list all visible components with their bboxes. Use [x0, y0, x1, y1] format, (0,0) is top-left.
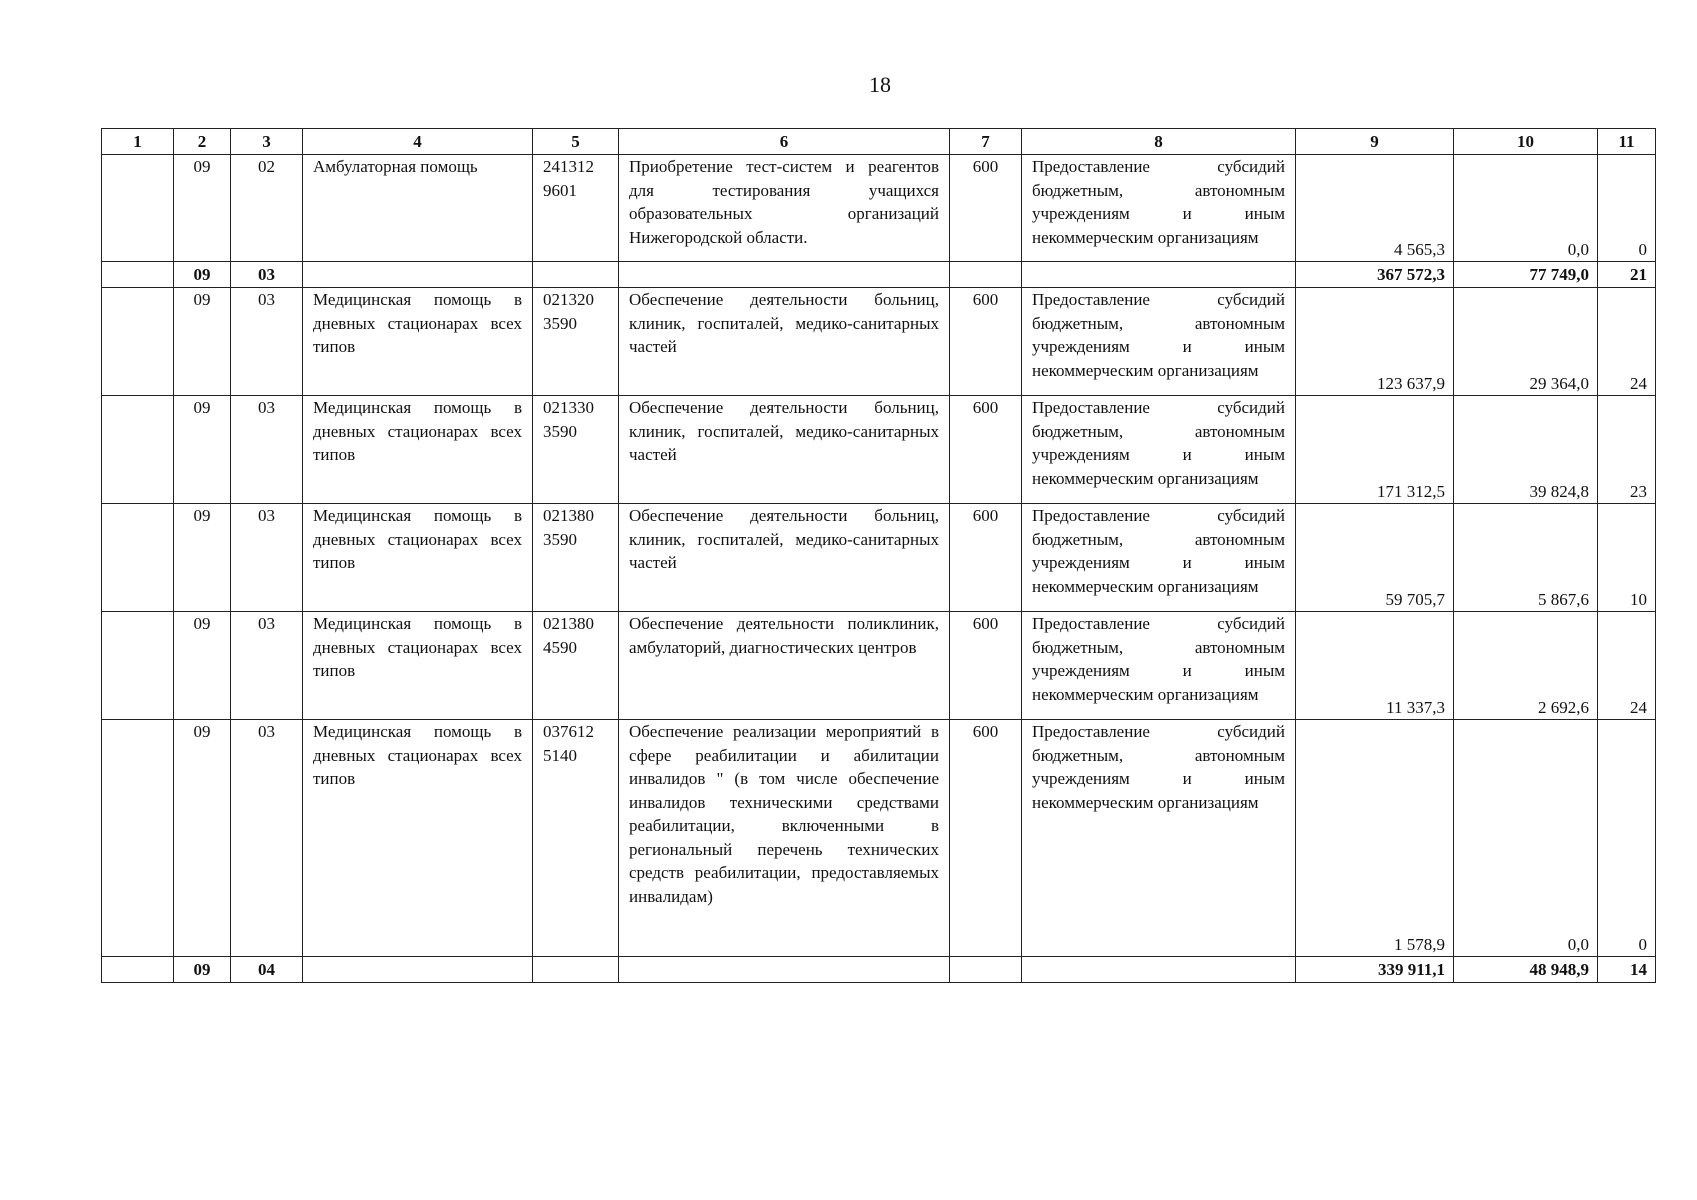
- percent-executed-cell: 23: [1598, 396, 1656, 504]
- subsection-code-cell: 03: [231, 504, 303, 612]
- table-row: [102, 396, 1656, 504]
- percent-executed-cell: 21: [1598, 262, 1656, 288]
- code-line: 4590: [543, 637, 577, 657]
- target-article-code-cell: [533, 288, 619, 396]
- code-line: 5140: [543, 745, 577, 765]
- section-code-cell: 09: [174, 262, 231, 288]
- code-line: 021380: [543, 506, 594, 525]
- subtotal-row: [102, 957, 1656, 983]
- section-name-cell: [303, 262, 533, 288]
- expense-type-code-cell: [950, 262, 1022, 288]
- target-article-code-cell: [533, 504, 619, 612]
- column-header: 11: [1598, 129, 1656, 155]
- column-header: 5: [533, 129, 619, 155]
- subsection-code-cell: 04: [231, 957, 303, 983]
- amount-plan-cell: 59 705,7: [1296, 504, 1454, 612]
- amount-plan-cell: 367 572,3: [1296, 262, 1454, 288]
- target-article-code-cell: [533, 396, 619, 504]
- amount-executed-cell: 77 749,0: [1454, 262, 1598, 288]
- section-code-cell: 09: [174, 396, 231, 504]
- purpose-description-cell: Обеспечение деятельности больниц, клиник, госпиталей, медико-санитарных частей: [619, 396, 950, 504]
- col-1-cell: [102, 957, 174, 983]
- percent-executed-cell: 0: [1598, 720, 1656, 957]
- amount-plan-cell: 171 312,5: [1296, 396, 1454, 504]
- expense-type-name-cell: Предоставление субсидий бюджетным, автономным учреждениям и иным некоммерческим организациям: [1022, 396, 1296, 504]
- expense-type-name-cell: Предоставление субсидий бюджетным, автономным учреждениям и иным некоммерческим организациям: [1022, 504, 1296, 612]
- amount-executed-cell: 5 867,6: [1454, 504, 1598, 612]
- column-header: 6: [619, 129, 950, 155]
- purpose-description-cell: [619, 957, 950, 983]
- section-name-cell: [303, 957, 533, 983]
- column-header: 2: [174, 129, 231, 155]
- column-header: 4: [303, 129, 533, 155]
- purpose-description-cell: [619, 262, 950, 288]
- col-1-cell: [102, 396, 174, 504]
- amount-plan-cell: 11 337,3: [1296, 612, 1454, 720]
- amount-executed-cell: 48 948,9: [1454, 957, 1598, 983]
- table-row: [102, 720, 1656, 957]
- expense-type-name-cell: [1022, 957, 1296, 983]
- section-name-cell: Медицинская помощь в дневных стационарах всех типов: [303, 612, 533, 720]
- table-row: [102, 612, 1656, 720]
- section-name-cell: Медицинская помощь в дневных стационарах всех типов: [303, 504, 533, 612]
- amount-plan-cell: 123 637,9: [1296, 288, 1454, 396]
- column-header: 7: [950, 129, 1022, 155]
- code-line: 3590: [543, 421, 577, 441]
- subsection-code-cell: 02: [231, 155, 303, 262]
- percent-executed-cell: 24: [1598, 288, 1656, 396]
- expense-type-name-cell: Предоставление субсидий бюджетным, автономным учреждениям и иным некоммерческим организациям: [1022, 155, 1296, 262]
- section-code-cell: 09: [174, 155, 231, 262]
- expense-type-code-cell: [950, 957, 1022, 983]
- section-code-cell: 09: [174, 504, 231, 612]
- budget-table: [101, 128, 1656, 983]
- header-row: [102, 129, 1656, 155]
- code-line: 021380: [543, 614, 594, 633]
- col-1-cell: [102, 262, 174, 288]
- expense-type-code-cell: 600: [950, 155, 1022, 262]
- amount-plan-cell: 339 911,1: [1296, 957, 1454, 983]
- expense-type-code-cell: 600: [950, 504, 1022, 612]
- section-code-cell: 09: [174, 288, 231, 396]
- target-article-code-cell: [533, 262, 619, 288]
- expense-type-name-cell: Предоставление субсидий бюджетным, автономным учреждениям и иным некоммерческим организациям: [1022, 288, 1296, 396]
- percent-executed-cell: 24: [1598, 612, 1656, 720]
- subsection-code-cell: 03: [231, 396, 303, 504]
- code-line: 037612: [543, 722, 594, 741]
- table-row: [102, 504, 1656, 612]
- code-line: 241312: [543, 157, 594, 176]
- code-line: 3590: [543, 529, 577, 549]
- section-name-cell: Медицинская помощь в дневных стационарах всех типов: [303, 396, 533, 504]
- amount-executed-cell: 0,0: [1454, 720, 1598, 957]
- percent-executed-cell: 14: [1598, 957, 1656, 983]
- subsection-code-cell: 03: [231, 288, 303, 396]
- section-code-cell: 09: [174, 612, 231, 720]
- subtotal-row: [102, 262, 1656, 288]
- purpose-description-cell: Обеспечение деятельности больниц, клиник, госпиталей, медико-санитарных частей: [619, 504, 950, 612]
- target-article-code-cell: [533, 612, 619, 720]
- target-article-code-cell: [533, 155, 619, 262]
- section-name-cell: Медицинская помощь в дневных стационарах всех типов: [303, 720, 533, 957]
- col-1-cell: [102, 612, 174, 720]
- subsection-code-cell: 03: [231, 720, 303, 957]
- percent-executed-cell: 10: [1598, 504, 1656, 612]
- column-header: 8: [1022, 129, 1296, 155]
- amount-executed-cell: 2 692,6: [1454, 612, 1598, 720]
- col-1-cell: [102, 288, 174, 396]
- expense-type-name-cell: Предоставление субсидий бюджетным, автономным учреждениям и иным некоммерческим организациям: [1022, 720, 1296, 957]
- expense-type-name-cell: [1022, 262, 1296, 288]
- purpose-description-cell: Обеспечение деятельности поликлиник, амбулаторий, диагностических центров: [619, 612, 950, 720]
- purpose-description-cell: Обеспечение реализации мероприятий в сфере реабилитации и абилитации инвалидов " (в том числе обеспечение инвалидов техническими средствами реабилитации, включенными в региональный перечень технических средств реабилитации, предоставляемых инвалидам): [619, 720, 950, 957]
- subsection-code-cell: 03: [231, 612, 303, 720]
- code-line: 021330: [543, 398, 594, 417]
- purpose-description-cell: Приобретение тест-систем и реагентов для тестирования учащихся образовательных организаций Нижегородской области.: [619, 155, 950, 262]
- amount-executed-cell: 0,0: [1454, 155, 1598, 262]
- subsection-code-cell: 03: [231, 262, 303, 288]
- table-row: [102, 288, 1656, 396]
- amount-plan-cell: 1 578,9: [1296, 720, 1454, 957]
- col-1-cell: [102, 155, 174, 262]
- purpose-description-cell: Обеспечение деятельности больниц, клиник, госпиталей, медико-санитарных частей: [619, 288, 950, 396]
- percent-executed-cell: 0: [1598, 155, 1656, 262]
- column-header: 3: [231, 129, 303, 155]
- amount-executed-cell: 39 824,8: [1454, 396, 1598, 504]
- expense-type-code-cell: 600: [950, 288, 1022, 396]
- code-line: 021320: [543, 290, 594, 309]
- expense-type-code-cell: 600: [950, 612, 1022, 720]
- section-code-cell: 09: [174, 720, 231, 957]
- target-article-code-cell: [533, 720, 619, 957]
- code-line: 9601: [543, 180, 577, 200]
- expense-type-name-cell: Предоставление субсидий бюджетным, автономным учреждениям и иным некоммерческим организациям: [1022, 612, 1296, 720]
- code-line: 3590: [543, 313, 577, 333]
- column-header: 10: [1454, 129, 1598, 155]
- section-name-cell: Амбулаторная помощь: [303, 155, 533, 262]
- target-article-code-cell: [533, 957, 619, 983]
- col-1-cell: [102, 504, 174, 612]
- amount-plan-cell: 4 565,3: [1296, 155, 1454, 262]
- section-name-cell: Медицинская помощь в дневных стационарах всех типов: [303, 288, 533, 396]
- page-number: 18: [869, 72, 891, 97]
- column-header: 9: [1296, 129, 1454, 155]
- expense-type-code-cell: 600: [950, 396, 1022, 504]
- expense-type-code-cell: 600: [950, 720, 1022, 957]
- col-1-cell: [102, 720, 174, 957]
- amount-executed-cell: 29 364,0: [1454, 288, 1598, 396]
- column-header: 1: [102, 129, 174, 155]
- section-code-cell: 09: [174, 957, 231, 983]
- table-row: [102, 155, 1656, 262]
